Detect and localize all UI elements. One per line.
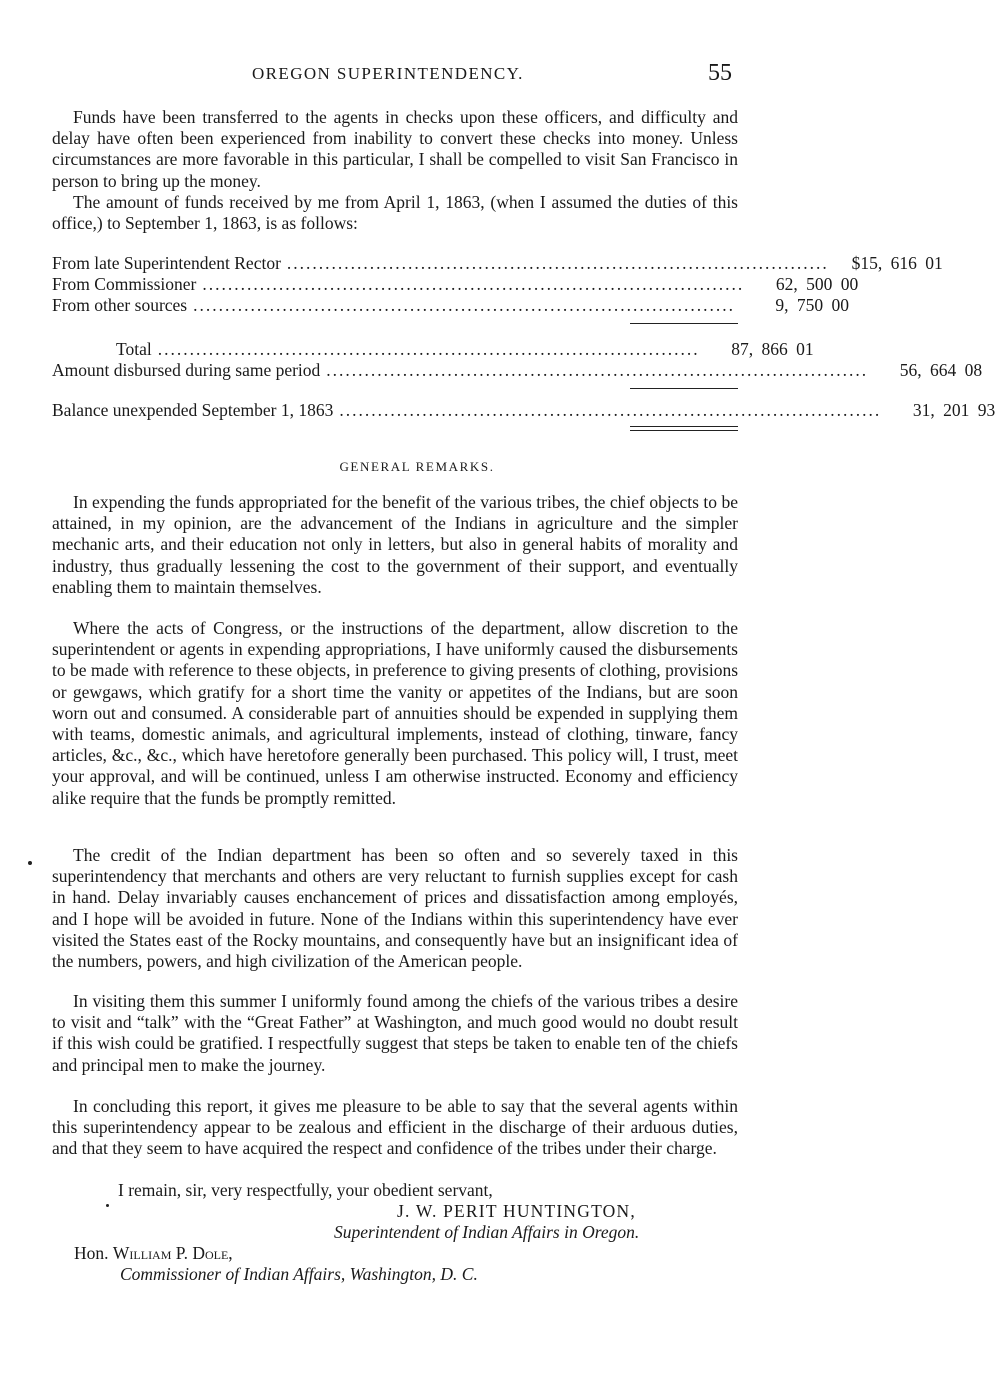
page-number: 55 bbox=[708, 60, 732, 86]
ledger-label: Total bbox=[116, 339, 152, 359]
leader-dots: ..................................................................................... bbox=[157, 339, 700, 359]
leader-dots: ..................................................................................... bbox=[339, 400, 882, 420]
double-rule-bottom bbox=[630, 430, 738, 431]
ledger-label: Balance unexpended September 1, 1863 bbox=[52, 400, 334, 420]
ledger-label: From Commissioner bbox=[52, 274, 197, 294]
intro-paragraph-2: The amount of funds received by me from April 1, 1863, (when I assumed the duties of this office,) to September 1, 1863, is as follows: bbox=[52, 192, 738, 234]
leader-dots: ..................................................................................... bbox=[193, 295, 735, 315]
ledger-row-total bbox=[52, 339, 814, 361]
addressee-title: Commissioner of Indian Affairs, Washington, D. C. bbox=[120, 1264, 478, 1284]
ledger-label: From other sources bbox=[52, 295, 188, 315]
ledger-amount: 87, 866 01 bbox=[731, 339, 814, 359]
remarks-paragraph-3: The credit of the Indian department has been so often and so severely taxed in this superintendency that merchants and others are very reluctant to furnish supplies except for cash in hand. Delay invariably causes enchancement of prices and dissatisfaction among employés, and I hope will be avoided in future. None of the Indians within this superintendency have ever visited the States east of the Rocky mountains, and consequently have but an insignificant idea of the numbers, powers, and high civilization of the American people. bbox=[52, 845, 738, 972]
addressee-line bbox=[74, 1243, 233, 1264]
ink-speck bbox=[106, 1204, 109, 1207]
ledger-amount: 31, 201 93 bbox=[912, 400, 995, 420]
ledger-row bbox=[52, 360, 983, 382]
leader-dots: ..................................................................................... bbox=[326, 360, 869, 380]
ledger-amount: 9, 750 00 bbox=[775, 295, 849, 315]
funds-ledger bbox=[52, 253, 995, 443]
ledger-row bbox=[52, 253, 943, 275]
section-heading: GENERAL REMARKS. bbox=[339, 459, 495, 474]
ledger-row bbox=[52, 295, 849, 317]
ledger-amount: $15, 616 01 bbox=[851, 253, 943, 273]
ledger-label: Amount disbursed during same period bbox=[52, 360, 321, 380]
ledger-amount: 56, 664 08 bbox=[899, 360, 983, 380]
addressee-name: William P. Dole, bbox=[112, 1243, 233, 1263]
remarks-paragraph-1: In expending the funds appropriated for the benefit of the various tribes, the chief objects to be attained, in my opinion, are the advancement of the Indians in agriculture and the simpler mechanic arts, and their education not only in letters, but also in general habits of morality and industry, thus gradually lessening the cost to the government of their support, and eventually enabling them to maintain themselves. bbox=[52, 492, 738, 597]
signer-title: Superintendent of Indian Affairs in Oregon. bbox=[334, 1222, 640, 1242]
remarks-paragraph-4: In visiting them this summer I uniformly found among the chiefs of the various tribes a desire to visit and “talk” with the “Great Father” at Washington, and much good would no doubt result if this wish could be gratified. I respectfully suggest that steps be taken to enable ten of the chiefs and principal men to make the journey. bbox=[52, 991, 738, 1075]
leader-dots: ..................................................................................... bbox=[286, 253, 829, 273]
subtotal-rule bbox=[630, 323, 738, 324]
balance-rule bbox=[630, 388, 738, 389]
double-rule-top bbox=[630, 426, 738, 427]
page-header bbox=[0, 60, 834, 90]
ledger-amount: 62, 500 00 bbox=[775, 274, 859, 294]
ink-speck bbox=[28, 861, 32, 865]
ledger-label: From late Superintendent Rector bbox=[52, 253, 281, 273]
intro-paragraph-1: Funds have been transferred to the agents in checks upon these officers, and difficulty and delay have often been experienced from inability to convert these checks into money. Unless circumstances are more favorable in this particular, I shall be compelled to visit San Francisco in person to bring up the money. bbox=[52, 107, 738, 191]
addressee-honorific: Hon. bbox=[74, 1243, 109, 1263]
leader-dots: ..................................................................................... bbox=[202, 274, 745, 294]
running-title: OREGON SUPERINTENDENCY. bbox=[252, 64, 524, 83]
valediction: I remain, sir, very respectfully, your obedient servant, bbox=[118, 1180, 493, 1200]
signer-name: J. W. PERIT HUNTINGTON, bbox=[397, 1201, 636, 1221]
remarks-paragraph-5: In concluding this report, it gives me pleasure to be able to say that the several agents within this superintendency appear to be zealous and efficient in the discharge of their arduous duties, and that they seem to have acquired the respect and confidence of the tribes under their charge. bbox=[52, 1096, 738, 1159]
remarks-paragraph-2: Where the acts of Congress, or the instructions of the department, allow discretion to the superintendent or agents in expending appropriations, I have uniformly caused the disbursements to be made with reference to these objects, in preference to giving presents of clothing, provisions or gewgaws, which gratify for a short time the vanity or appetites of the Indians, but are soon worn out and consumed. A considerable part of annuities should be expended in supplying them with teams, domestic animals, and agricultural implements, instead of clothing, tinware, fancy articles, &c., &c., which have heretofore generally been purchased. This policy will, I trust, meet your approval, and will be continued, unless I am otherwise instructed. Economy and efficiency alike require that the funds be promptly remitted. bbox=[52, 618, 738, 808]
ledger-row-balance bbox=[52, 400, 995, 422]
ledger-row bbox=[52, 274, 859, 296]
